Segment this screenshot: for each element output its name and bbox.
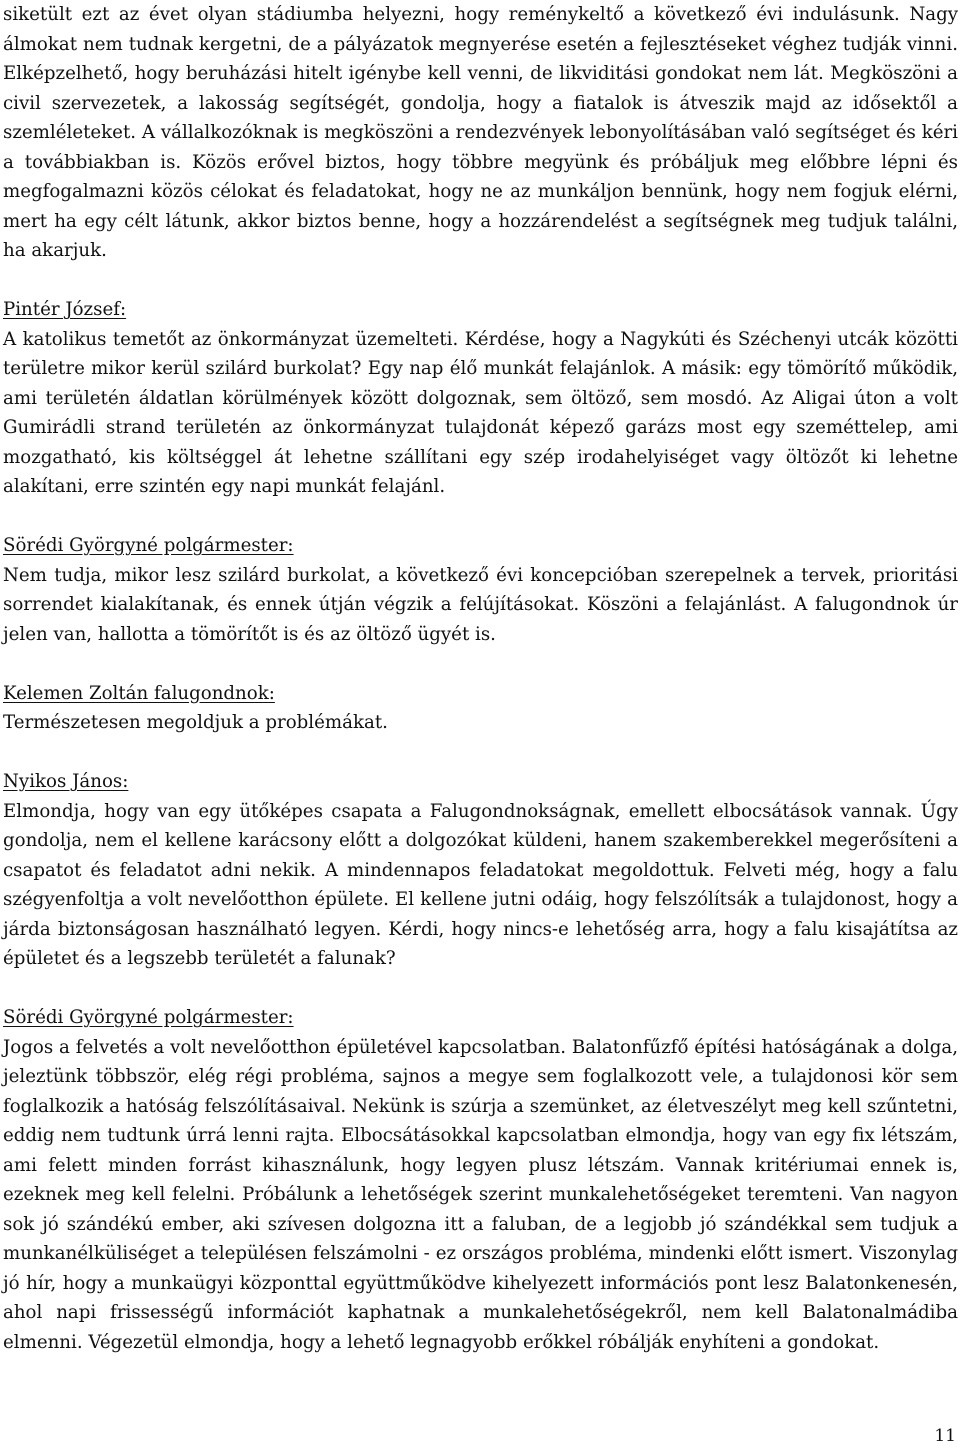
- speaker-name: Pintér József:: [3, 299, 127, 320]
- section-spacer: [3, 738, 958, 768]
- section-spacer: [3, 974, 958, 1004]
- speaker-name: Nyikos János:: [3, 771, 129, 792]
- speaker-statement: Természetesen megoldjuk a problémákat.: [3, 712, 388, 733]
- speaker-statement: Elmondja, hogy van egy ütőképes csapata a Falugondnokságnak, emellett elbocsátások vannak. Úgy gondolja, nem el kellene karácsony előtt a dolgozókat küldeni, hanem szakemberekkel megerősíteni a csapatot és feladatot adni nekik. A mindennapos feladatokat megoldottuk. Felveti még, hogy a falu szégyenfoltja a volt nevelőotthon épülete. El kellene jutni odáig, hogy felszólítsák a tulajdonost, hogy a járda biztonságosan használható legyen. Kérdi, hogy nincs-e lehetőség arra, hogy a falu kisajátítsa az épületet és a legszebb területét a falunak?: [3, 800, 958, 969]
- opening-paragraph: siketült ezt az évet olyan stádiumba helyezni, hogy reménykeltő a következő évi indulásunk. Nagy álmokat nem tudnak kergetni, de a pályázatok megnyerése esetén a fejlesztéseket véghez tudják vinni. Elképzelhető, hogy beruházási hitelt igénybe kell venni, de likviditási gondokat nem lát. Megköszöni a civil szervezetek, a lakosság segítségét, gondolja, hogy a fiatalok is átveszik majd az idősektől a szemléleteket. A vállalkozóknak is megköszöni a rendezvények lebonyolításában való segítséget és kéri a továbbiakban is. Közös erővel biztos, hogy többre megyünk és próbáljuk meg előbbre lépni és megfogalmazni közös célokat és feladatokat, hogy ne az munkáljon bennünk, hogy nem fogjuk elérni, mert ha egy célt látunk, akkor biztos benne, hogy a hozzárendelést a segítségnek meg tudjuk találni, ha akarjuk.: [3, 4, 958, 261]
- section-spacer: [3, 502, 958, 532]
- page-number: 11: [934, 1426, 956, 1446]
- speaker-statement: Nem tudja, mikor lesz szilárd burkolat, a következő évi koncepcióban szerepelnek a tervek, prioritási sorrendet kialakítanak, és ennek útján végzik a felújításokat. Köszöni a felajánlást. A falugondnok úr jelen van, hallotta a tömörítőt is és az öltöző ügyét is.: [3, 564, 958, 645]
- section-spacer: [3, 266, 958, 296]
- section-spacer: [3, 649, 958, 679]
- speaker-name: Sörédi Györgyné polgármester:: [3, 535, 294, 556]
- speaker-statement: A katolikus temetőt az önkormányzat üzemelteti. Kérdése, hogy a Nagykúti és Széchenyi utcák közötti területre mikor kerül szilárd burkolat? Egy nap élő munkát felajánlok. A másik: egy tömörítő működik, ami területén áldatlan körülmények között dolgoznak, sem öltöző, sem mosdó. Az Aligai úton a volt Gumirádli strand területén az önkormányzat tulajdonát képező garázs most egy szeméttelep, ami mozgatható, kis költséggel át lehetne szállítani egy szép irodahelyiséget vagy öltözőt ki lehetne alakítani, erre szintén egy napi munkát felajánl.: [3, 328, 958, 497]
- speaker-name: Kelemen Zoltán falugondnok:: [3, 682, 275, 704]
- speaker-statement: Jogos a felvetés a volt nevelőotthon épületével kapcsolatban. Balatonfűzfő építési hatóságának a dolga, jeleztünk többször, elég régi probléma, sajnos a megye sem foglalkozott vele, a tulajdonosi kör sem foglalkozik a hatóság felszólításaival. Nekünk is szúrja a szemünket, az életveszélyt meg kell szűntetni, eddig nem tudtunk úrrá lenni rajta. Elbocsátásokkal kapcsolatban elmondja, hogy van egy fix létszám, ami felett minden forrást kihasználunk, hogy legyen plusz létszám. Vannak kritériumai ennek is, ezeknek meg kell felelni. Próbálunk a lehetőségek szerint munkalehetőségeket teremteni. Van nagyon sok jó szándékú ember, aki szívesen dolgozna itt a faluban, de a legjobb jó szándékkal sem tudjuk a munkanélküliséget a településen felszámolni - ez országos probléma, mindenki előtt ismert. Viszonylag jó hír, hogy a munkaügyi központtal együttműködve kihelyezett információs pont lesz Balatonkenesén, ahol napi frissességű információt kaphatnak a munkalehetőségekről, nem kell Balatonalmádiba elmenni. Végezetül elmondja, hogy a lehető legnagyobb erőkkel róbálják enyhíteni a gondokat.: [3, 1036, 958, 1353]
- document-page: [3, 0, 958, 1357]
- speaker-name: Sörédi Györgyné polgármester:: [3, 1007, 294, 1028]
